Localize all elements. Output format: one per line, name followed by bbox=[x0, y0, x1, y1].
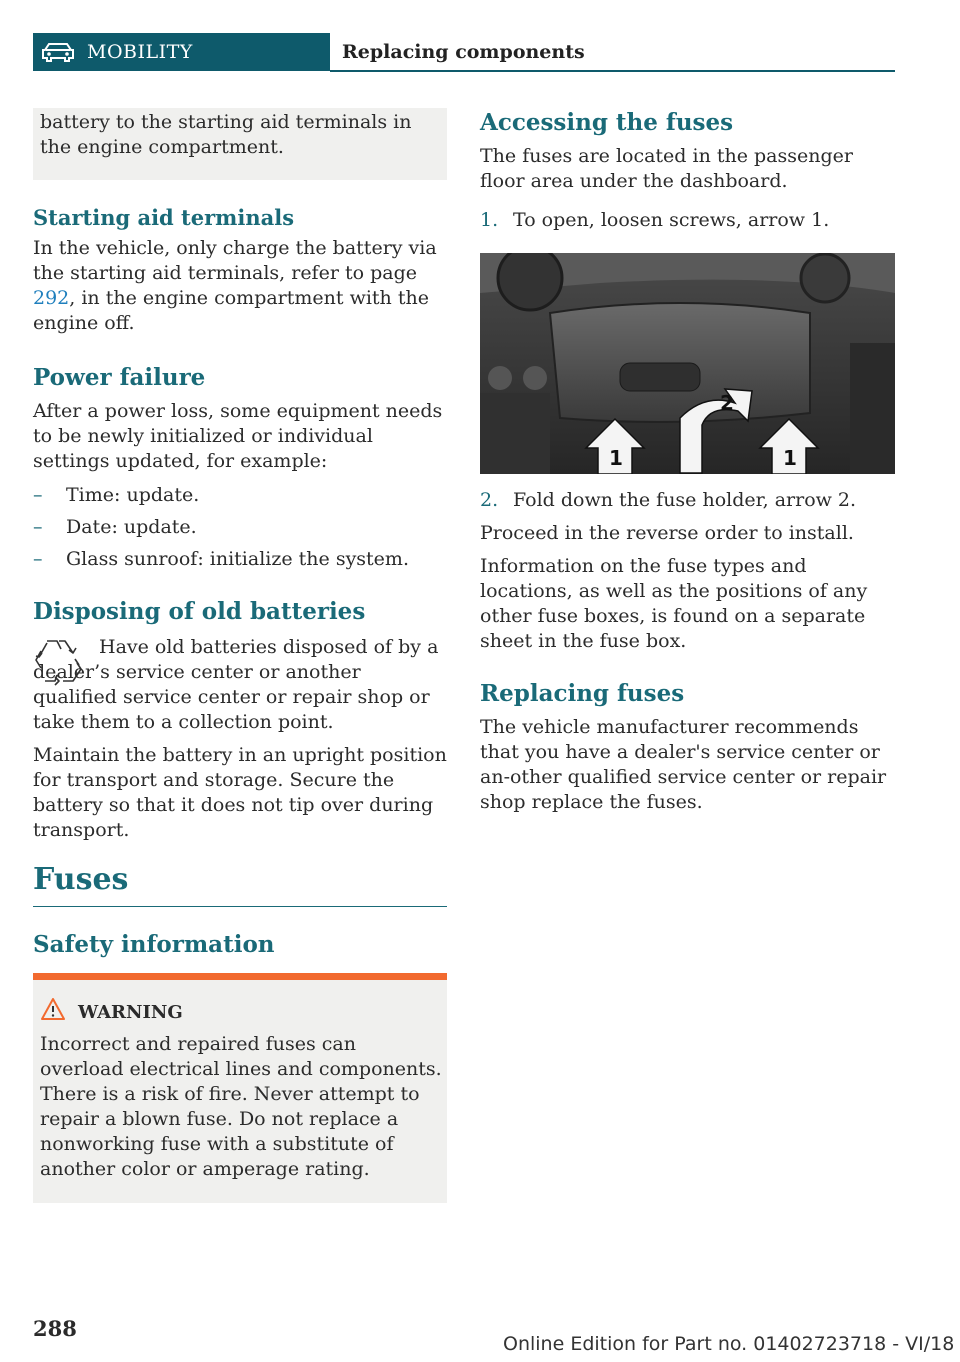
bullet-item: – Glass sunroof: initialize the system. bbox=[33, 548, 409, 570]
bullet-item: – Date: update. bbox=[33, 516, 197, 538]
arrow-1-label-right: 1 bbox=[783, 446, 797, 470]
power-failure-heading: Power failure bbox=[33, 364, 206, 391]
warning-text: Incorrect and repaired fuses can overload electrical lines and components. There is a risk of fire. Never attempt to repair a blown fuse. Do not replace a nonworking fuse with a substitute of another color or amperage rating. bbox=[40, 1033, 442, 1180]
car-icon bbox=[41, 41, 75, 63]
header-rule bbox=[330, 70, 895, 72]
replacing-text: The vehicle manufacturer recommends that you have a dealer's service center or an-other qualified service center or repair shop replace the fuses. bbox=[480, 716, 887, 813]
fuse-info-text: Information on the fuse types and locations, as well as the positions of any other fuse boxes, is found on a separate sheet in the fuse box. bbox=[480, 555, 868, 652]
replacing-section bbox=[480, 679, 896, 815]
section-tab[interactable] bbox=[33, 33, 330, 71]
section-label: MOBILITY bbox=[87, 41, 193, 63]
step-2: 2. Fold down the fuse holder, arrow 2. bbox=[480, 489, 857, 511]
power-failure-section bbox=[33, 363, 449, 474]
chapter-title: Replacing components bbox=[342, 41, 585, 63]
starting-aid-text: In the vehicle, only charge the battery via the starting aid terminals, refer to page 292, in the engine compartment with the engine off. bbox=[33, 237, 437, 334]
disposing-text-1: Have old batteries disposed of by a dealer’s service center or another qualified service center or repair shop or take them to a collection point. bbox=[33, 636, 439, 733]
replacing-heading: Replacing fuses bbox=[480, 680, 685, 707]
warning-icon bbox=[40, 997, 66, 1021]
dashboard-photo bbox=[480, 253, 895, 474]
starting-aid-section bbox=[33, 204, 449, 336]
page-link-292[interactable]: 292 bbox=[33, 287, 70, 309]
edition-footer: Online Edition for Part no. 01402723718 - VI/18 bbox=[503, 1333, 955, 1355]
bullet-item: – Time: update. bbox=[33, 484, 200, 506]
arrow-1-label-left: 1 bbox=[609, 446, 623, 470]
disposing-heading: Disposing of old batteries bbox=[33, 598, 366, 625]
warning-label: WARNING bbox=[78, 1002, 183, 1023]
continued-text: battery to the starting aid terminals in the engine compartment. bbox=[40, 111, 412, 158]
fuses-rule bbox=[33, 906, 447, 907]
step-1: 1. To open, loosen screws, arrow 1. bbox=[480, 209, 830, 231]
disposing-text-block bbox=[33, 635, 449, 843]
warning-bar bbox=[33, 973, 447, 980]
install-text: Proceed in the reverse order to install. bbox=[480, 522, 854, 544]
fuses-title: Fuses bbox=[33, 862, 129, 897]
power-failure-text: After a power loss, some equipment needs to be newly initialized or individual settings updated, for example: bbox=[33, 400, 443, 472]
accessing-heading: Accessing the fuses bbox=[480, 109, 734, 136]
accessing-section bbox=[480, 108, 896, 233]
accessing-text: The fuses are located in the passenger floor area under the dashboard. bbox=[480, 145, 853, 192]
page-number: 288 bbox=[33, 1316, 77, 1341]
accessing-steps bbox=[480, 488, 896, 654]
disposing-text-2: Maintain the battery in an upright position for transport and storage. Secure the battery so that it does not tip over during transport. bbox=[33, 744, 447, 841]
arrow-2-label: 2 bbox=[720, 391, 734, 415]
safety-heading: Safety information bbox=[33, 931, 275, 958]
starting-aid-heading: Starting aid terminals bbox=[33, 205, 295, 230]
